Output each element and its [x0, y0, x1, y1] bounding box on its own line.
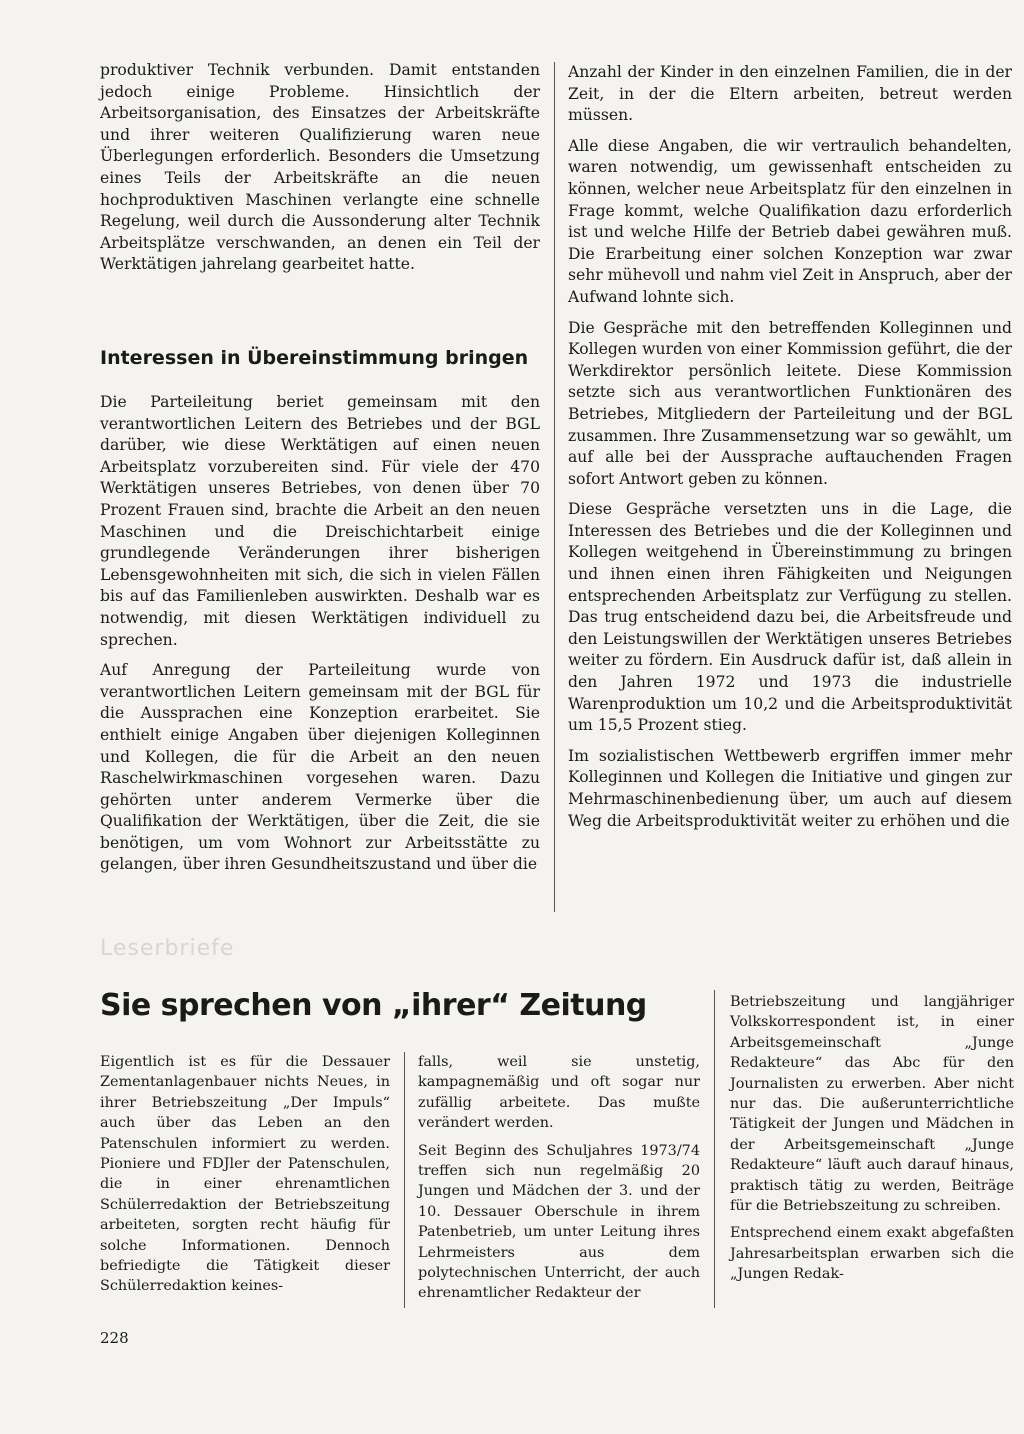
article-title: Sie sprechen von „ihrer“ Zeitung [100, 988, 647, 1023]
column-bottom-3 [730, 992, 1014, 1292]
page-number: 228 [100, 1329, 129, 1347]
column-divider [554, 62, 555, 912]
paragraph: Diese Gespräche versetzten uns in die Lage, die Interessen des Betriebes und die der Kolleginnen und Kollegen weitgehend in Übereinstimmung zu bringen und ihnen einen ihren Fähigkeiten und Neigungen entsprechenden Arbeitsplatz zur Verfügung zu stellen. Das trug entscheidend dazu bei, die Arbeitsfreude und den Leistungswillen der Werktätigen unseres Betriebes weiter zu fördern. Ein Ausdruck dafür ist, daß allein in den Jahren 1972 und 1973 die industrielle Warenproduktion um 10,2 und die Arbeitsproduktivität um 15,5 Prozent stieg. [568, 500, 1012, 735]
column-top-left [100, 60, 540, 285]
paragraph: Auf Anregung der Parteileitung wurde von verantwortlichen Leitern gemeinsam mit der BGL für die Aussprachen eine Konzeption erarbeitet. Sie enthielt einige Angaben über diejenigen Kolleginnen und Kollegen, die für die Arbeit an den neuen Raschelwirkmaschinen vorgesehen waren. Dazu gehörten unter anderem Vermerke über die Qualifikation der Werktätigen, über die Zeit, die sie benötigen, um vom Wohnort zur Arbeitsstätte zu gelangen, über ihren Gesundheitszustand und über die [100, 661, 540, 874]
paragraph: Anzahl der Kinder in den einzelnen Familien, die in der Zeit, in der die Eltern arbeiten, betreut werden müssen. [568, 63, 1012, 125]
paragraph: falls, weil sie unstetig, kampagnemäßig und oft sogar nur zufällig arbeitete. Das mußte verändert werden. [418, 1054, 700, 1132]
paragraph: produktiver Technik verbunden. Damit entstanden jedoch einige Probleme. Hinsichtlich der Arbeitsorganisation, des Einsatzes der Arbeitskräfte und ihrer weiteren Qualifizierung waren neue Überlegungen erforderlich. Besonders die Umsetzung eines Teils der Arbeitskräfte an die neuen hochproduktiven Maschinen verlangte eine schnelle Regelung, weil durch die Aussonderung alter Technik Arbeitsplätze verschwanden, an denen ein Teil der Werktätigen jahrelang gearbeitet hatte. [100, 61, 540, 274]
column-divider [404, 1052, 405, 1308]
column-top-right [568, 62, 1012, 841]
paragraph: Alle diese Angaben, die wir vertraulich behandelten, waren notwendig, um gewissenhaft entscheiden zu können, welcher neue Arbeitsplatz für den einzelnen in Frage kommt, welche Qualifikation dazu erforderlich ist und welche Hilfe der Betrieb dabei gewähren muß. Die Erarbeitung einer solchen Konzeption war zwar sehr mühevoll und nahm viel Zeit in Anspruch, aber der Aufwand lohnte sich. [568, 136, 1012, 306]
paragraph: Die Parteileitung beriet gemeinsam mit den verantwortlichen Leitern des Betriebes und der BGL darüber, wie diese Werktätigen auf einen neuen Arbeitsplatz vorzubereiten sind. Für viele der 470 Werktätigen unseres Betriebes, von denen über 70 Prozent Frauen sind, brachte die Arbeit an den neuen Maschinen und die Dreischichtarbeit einige grundlegende Veränderungen ihrer bisherigen Lebensgewohnheiten mit sich, die sich in vielen Fällen bis auf das Familienleben auswirkten. Deshalb war es notwendig, mit diesen Werktätigen individuell zu sprechen. [100, 393, 540, 649]
column-bottom-1 [100, 1052, 390, 1304]
paragraph: Betriebszeitung und langjähriger Volkskorrespondent ist, in einer Arbeitsgemeinschaft „Junge Redakteure“ das Abc für den Journalisten zu erwerben. Aber nicht nur das. Die außerunterrichtliche Tätigkeit der Jungen und Mädchen in der Arbeitsgemeinschaft „Junge Redakteure“ läuft auch darauf hinaus, praktisch tätig zu werden, Beiträge für die Betriebszeitung zu schreiben. [730, 994, 1014, 1215]
section-subheading: Interessen in Übereinstimmung bringen [100, 347, 529, 369]
paragraph: Seit Beginn des Schuljahres 1973/74 treffen sich nun regelmäßig 20 Jungen und Mädchen der 3. und der 10. Dessauer Oberschule in ihrem Patenbetrieb, um unter Leitung ihres Lehrmeisters aus dem polytechnischen Unterricht, der auch ehrenamtlicher Redakteur der [418, 1142, 700, 1302]
paragraph: Im sozialistischen Wettbewerb ergriffen immer mehr Kolleginnen und Kollegen die Initiative und gingen zur Mehrmaschinenbedienung über, um auch auf diesem Weg die Arbeitsproduktivität weiter zu erhöhen und die [568, 746, 1012, 830]
column-bottom-2 [418, 1052, 700, 1311]
paragraph: Eigentlich ist es für die Dessauer Zementanlagenbauer nichts Neues, in ihrer Betriebszeitung „Der Impuls“ auch über das Leben an den Patenschulen informiert zu werden. Pioniere und FDJler der Patenschulen, die in einer ehrenamtlichen Schülerredaktion der Betriebszeitung arbeiteten, sorgten recht häufig für solche Informationen. Dennoch befriedigte die Tätigkeit dieser Schülerredaktion keines- [100, 1054, 390, 1295]
column-divider [714, 990, 715, 1308]
column-mid-left [100, 392, 540, 885]
paragraph: Entsprechend einem exakt abgefaßten Jahresarbeitsplan erwarben sich die „Jungen Redak- [730, 1225, 1014, 1283]
section-tag: Leserbriefe [100, 936, 235, 961]
paragraph: Die Gespräche mit den betreffenden Kolleginnen und Kollegen wurden von einer Kommission geführt, die der Werkdirektor persönlich leitete. Diese Kommission setzte sich aus verantwortlichen Funktionären des Betriebes, Mitgliedern der Parteileitung und der BGL zusammen. Ihre Zusammensetzung war so gewählt, um auf alle bei der Aussprache auftauchenden Fragen sofort Antwort geben zu können. [568, 318, 1012, 488]
